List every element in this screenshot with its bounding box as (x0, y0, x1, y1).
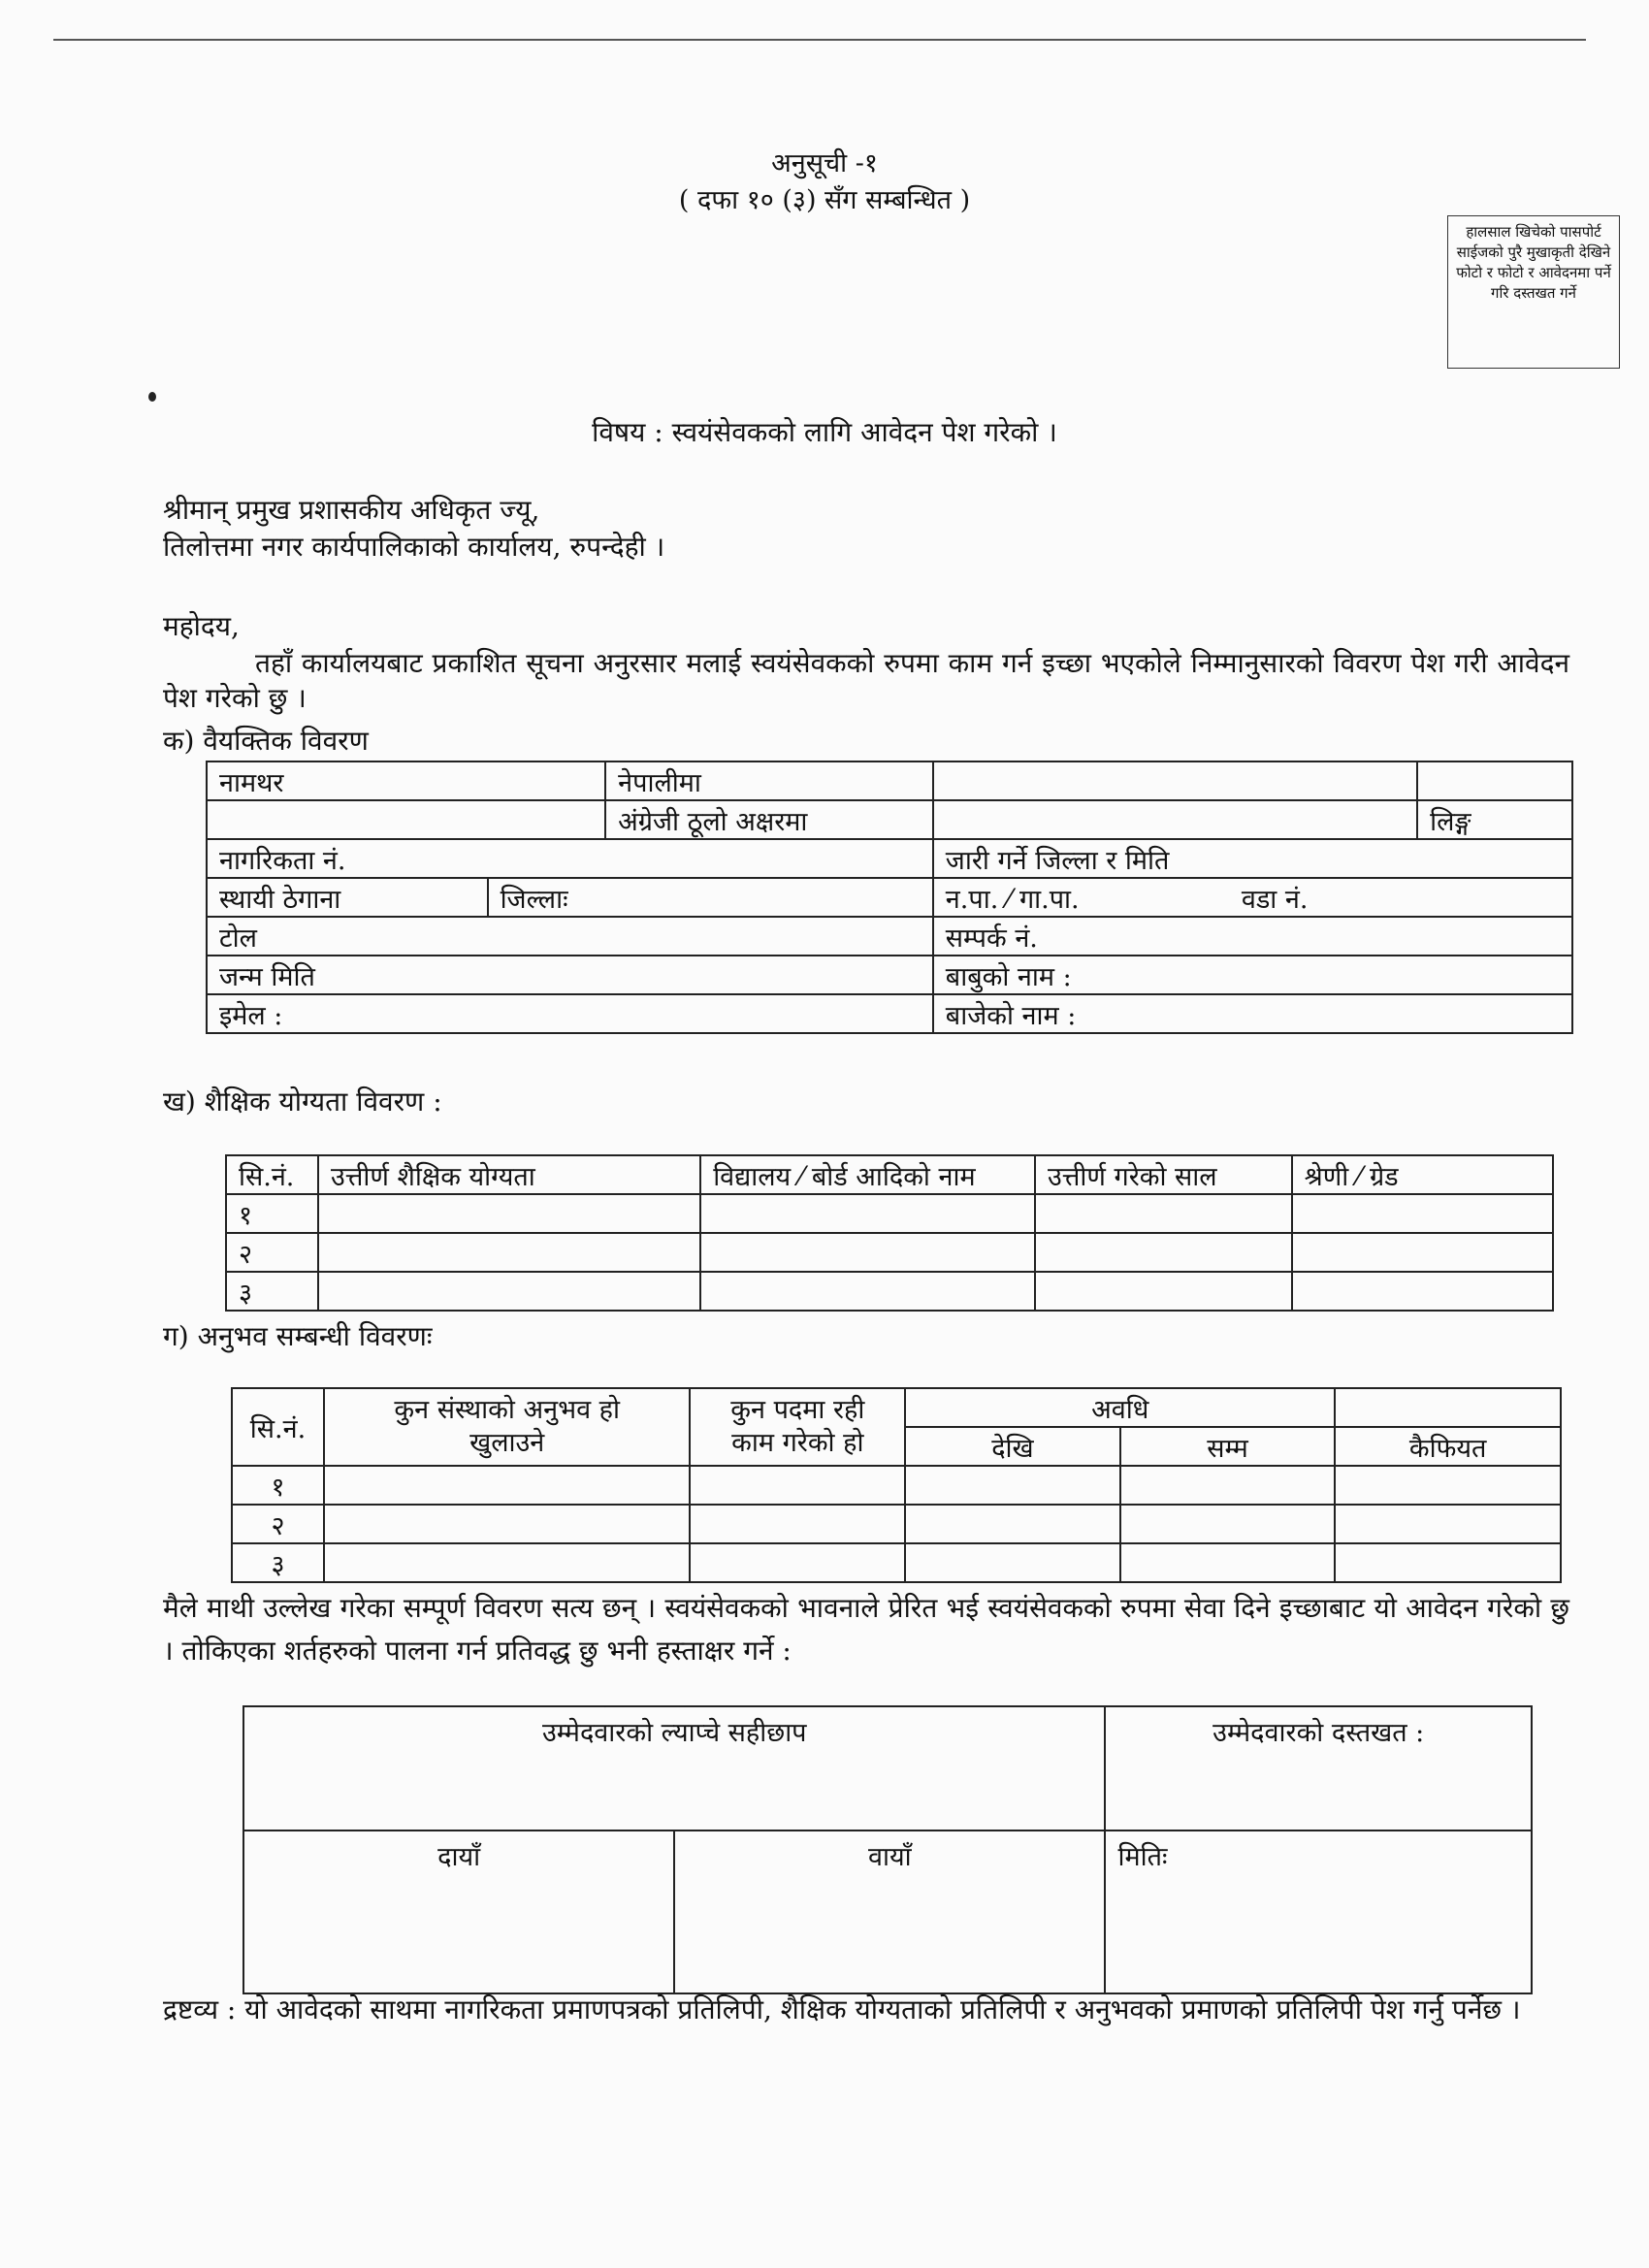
schedule-title: अनुसूची -१ (771, 148, 878, 178)
in-english-label: अंग्रेजी ठूलो अक्षरमा (605, 800, 933, 839)
post-header: कुन पदमा रही काम गरेको हो (690, 1388, 905, 1466)
father-name-label: बाबुको नाम : (933, 956, 1572, 994)
post-field[interactable] (690, 1543, 905, 1582)
top-rule (53, 39, 1586, 41)
table-row (226, 1272, 1553, 1311)
signature-table (242, 1705, 1533, 1994)
to-header: सम्म (1120, 1427, 1336, 1466)
school-board-header: विद्यालय ⁄ बोर्ड आदिको नाम (700, 1155, 1035, 1194)
from-field[interactable] (905, 1466, 1120, 1505)
sn-header: सि.नं. (226, 1155, 318, 1194)
date-label: मितिः (1105, 1831, 1532, 1993)
post-field[interactable] (690, 1466, 905, 1505)
grade-field[interactable] (1292, 1272, 1553, 1311)
school-field[interactable] (700, 1272, 1035, 1311)
grandfather-name-label: बाजेको नाम : (933, 994, 1572, 1033)
declaration-paragraph: मैले माथी उल्लेख गरेका सम्पूर्ण विवरण सत्य छन् । स्वयंसेवकको भावनाले प्रेरित भई स्वयंसेवकको रुपमा सेवा दिने इच्छाबाट यो आवेदन गरेको छु । तोकिएका शर्तहरुको पालना गर्न प्रतिवद्ध छु भनी हस्ताक्षर गर्ने : (163, 1592, 1569, 1667)
name-label: नामथर (207, 761, 605, 800)
table-row (226, 1194, 1553, 1233)
table-row (243, 1831, 1532, 1993)
note-paragraph: द्रष्टव्य : यो आवेदको साथमा नागरिकता प्रमाणपत्रको प्रतिलिपी, शैक्षिक योग्यताको प्रतिलिपी र अनुभवको प्रमाणको प्रतिलिपी पेश गर्नु पर्नेछ । (163, 1993, 1521, 2025)
table-row (243, 1706, 1532, 1831)
table-row (207, 917, 1572, 956)
table-row (207, 956, 1572, 994)
sn-header: सि.नं. (232, 1388, 324, 1466)
name-nepali-field[interactable] (933, 761, 1417, 800)
citizenship-no-label: नागरिकता नं. (207, 839, 933, 878)
personal-details-table (206, 761, 1573, 1034)
post-field[interactable] (690, 1505, 905, 1543)
table-row (207, 800, 1572, 839)
table-row (232, 1505, 1561, 1543)
scan-mark (148, 392, 156, 402)
qualification-field[interactable] (318, 1233, 700, 1272)
thumbprint-label: उम्मेदवारको ल्याप्चे सहीछाप (243, 1706, 1105, 1831)
education-heading: ख) शैक्षिक योग्यता विवरण : (163, 1085, 442, 1118)
to-field[interactable] (1120, 1505, 1336, 1543)
remarks-field[interactable] (1335, 1466, 1561, 1505)
remarks-header: कैफियत (1335, 1427, 1561, 1466)
to-field[interactable] (1120, 1466, 1336, 1505)
contact-label: सम्पर्क नं. (933, 917, 1572, 956)
name-cell-blank (207, 800, 605, 839)
experience-table (231, 1387, 1562, 1583)
schedule-subtitle: ( दफा १० (३) सँग सम्बन्धित ) (678, 185, 971, 215)
duration-header: अवधि (905, 1388, 1335, 1427)
municipality-ward-cell (933, 878, 1572, 917)
row-number: ३ (232, 1543, 324, 1582)
table-row (232, 1543, 1561, 1582)
row-number: १ (226, 1194, 318, 1233)
remarks-field[interactable] (1335, 1543, 1561, 1582)
addressee-line-1: श्रीमान् प्रमुख प्रशासकीय अधिकृत ज्यू, (163, 494, 540, 526)
to-field[interactable] (1120, 1543, 1336, 1582)
remarks-field[interactable] (1335, 1505, 1561, 1543)
table-row (207, 839, 1572, 878)
education-table (225, 1154, 1554, 1312)
from-field[interactable] (905, 1543, 1120, 1582)
table-row (207, 761, 1572, 800)
subject-line: विषय : स्वयंसेवकको लागि आवेदन पेश गरेको । (592, 416, 1057, 448)
photo-box: हालसाल खिचेको पासपोर्ट साईजको पुरै मुखाकृती देखिने फोटो र फोटो र आवेदनमा पर्ने गरि दस्तखत गर्ने (1447, 215, 1620, 369)
dob-label: जन्म मिति (207, 956, 933, 994)
grade-field[interactable] (1292, 1194, 1553, 1233)
ward-label: वडा नं. (1241, 884, 1309, 915)
blank-cell (1417, 761, 1572, 800)
experience-heading: ग) अनुभव सम्बन्धी विवरणः (163, 1320, 433, 1352)
qualification-header: उत्तीर्ण शैक्षिक योग्यता (318, 1155, 700, 1194)
permanent-address-label: स्थायी ठेगाना (207, 878, 488, 917)
table-row (207, 878, 1572, 917)
table-header-row (226, 1155, 1553, 1194)
organization-header: कुन संस्थाको अनुभव हो खुलाउने (324, 1388, 691, 1466)
organization-field[interactable] (324, 1466, 691, 1505)
intro-paragraph: तहाँ कार्यालयबाट प्रकाशित सूचना अनुरसार मलाई स्वयंसेवकको रुपमा काम गर्न इच्छा भएकोले निम्मानुसारको विवरण पेश गरी आवेदन पेश गरेको छु । (163, 647, 1569, 714)
issued-district-date-label: जारी गर्ने जिल्ला र मिति (933, 839, 1572, 878)
name-english-field[interactable] (933, 800, 1417, 839)
district-label: जिल्लाः (488, 878, 933, 917)
organization-field[interactable] (324, 1505, 691, 1543)
organization-field[interactable] (324, 1543, 691, 1582)
year-field[interactable] (1035, 1194, 1292, 1233)
row-number: २ (232, 1505, 324, 1543)
email-label: इमेल : (207, 994, 933, 1033)
addressee-line-2: तिलोत्तमा नगर कार्यपालिकाको कार्यालय, रुपन्देही । (163, 531, 665, 563)
personal-heading: क) वैयक्तिक विवरण (163, 725, 369, 757)
year-field[interactable] (1035, 1272, 1292, 1311)
division-grade-header: श्रेणी ⁄ ग्रेड (1292, 1155, 1553, 1194)
municipality-label: न.पा. ⁄ गा.पा. (945, 884, 1080, 915)
table-header-row (232, 1388, 1561, 1427)
candidate-signature-label: उम्मेदवारको दस्तखत : (1105, 1706, 1532, 1831)
grade-field[interactable] (1292, 1233, 1553, 1272)
right-thumb-label: दायाँ (243, 1831, 674, 1993)
table-row (232, 1466, 1561, 1505)
passed-year-header: उत्तीर्ण गरेको साल (1035, 1155, 1292, 1194)
row-number: ३ (226, 1272, 318, 1311)
blank-cell (1335, 1388, 1561, 1427)
table-row (226, 1233, 1553, 1272)
school-field[interactable] (700, 1194, 1035, 1233)
salutation: महोदय, (163, 610, 240, 642)
qualification-field[interactable] (318, 1272, 700, 1311)
from-header: देखि (905, 1427, 1120, 1466)
row-number: २ (226, 1233, 318, 1272)
left-thumb-label: वायाँ (674, 1831, 1105, 1993)
in-nepali-label: नेपालीमा (605, 761, 933, 800)
table-row (207, 994, 1572, 1033)
row-number: १ (232, 1466, 324, 1505)
school-field[interactable] (700, 1233, 1035, 1272)
qualification-field[interactable] (318, 1194, 700, 1233)
year-field[interactable] (1035, 1233, 1292, 1272)
tole-label: टोल (207, 917, 933, 956)
gender-label: लिङ्ग (1417, 800, 1572, 839)
from-field[interactable] (905, 1505, 1120, 1543)
